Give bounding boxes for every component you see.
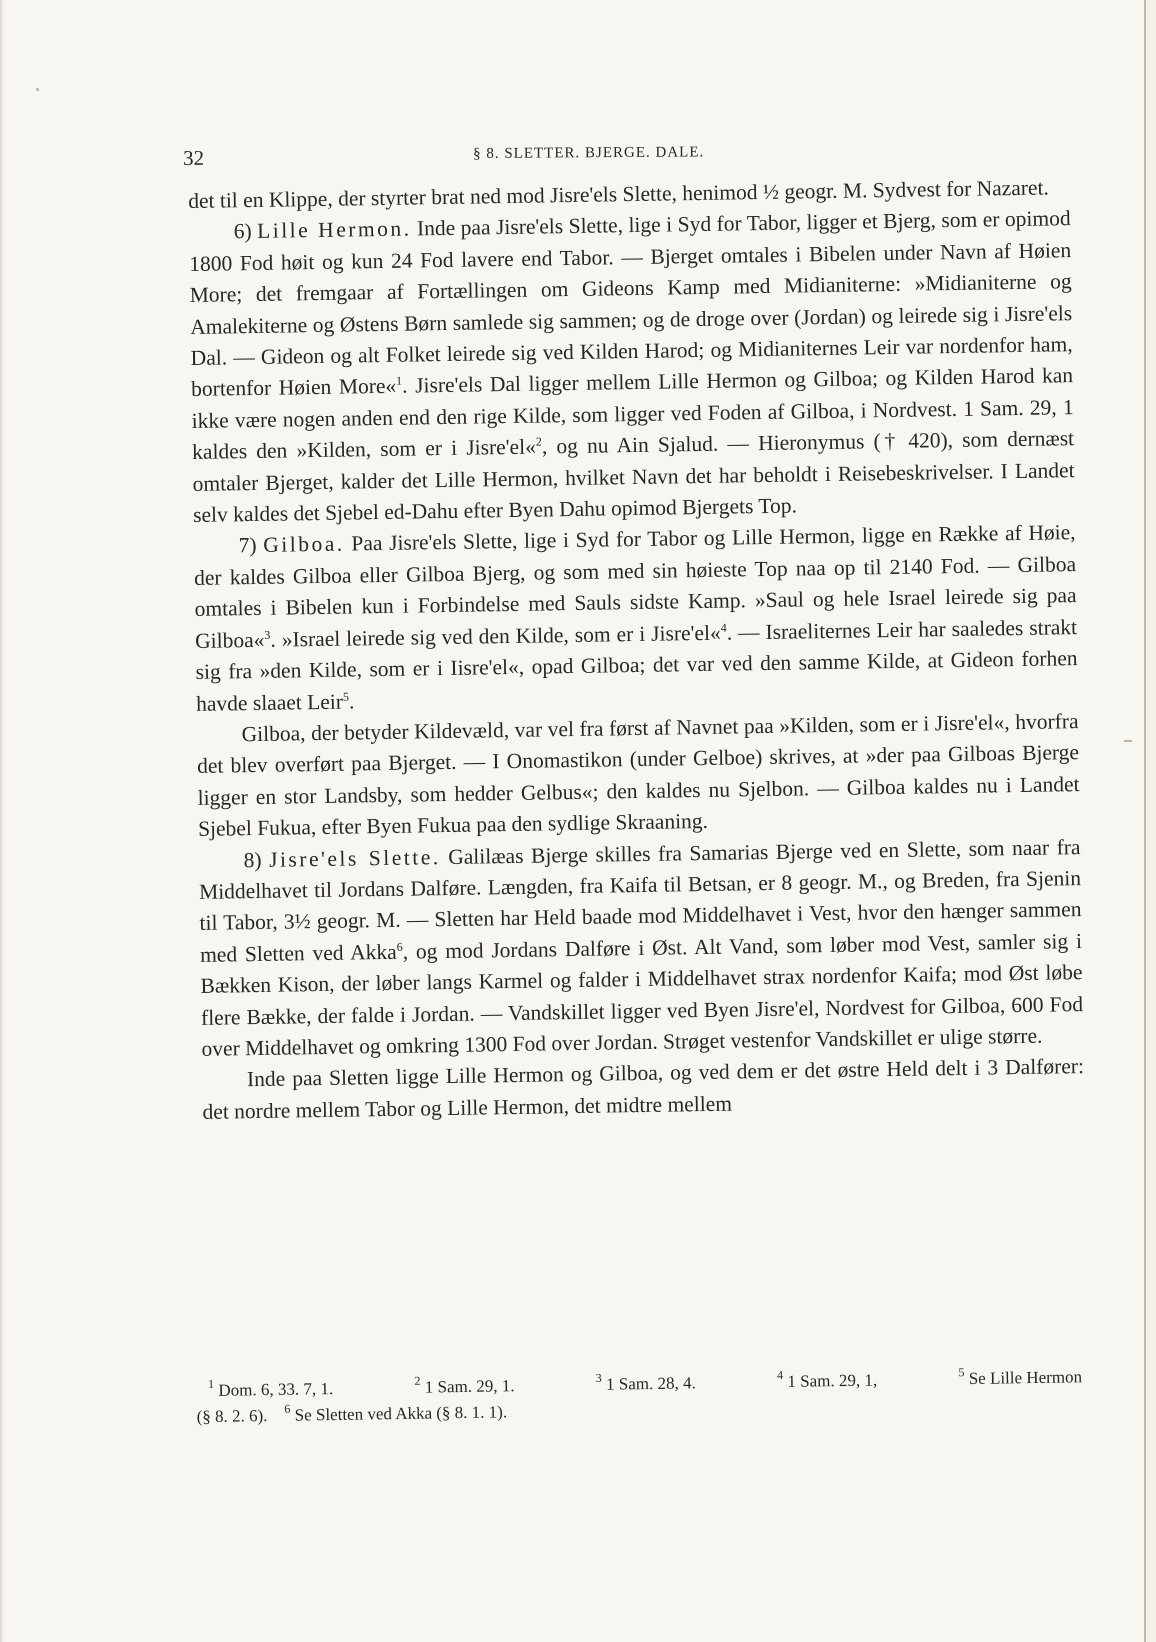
footnotes	[196, 1364, 1083, 1430]
footnote-5-cont: (§ 8. 2. 6).	[196, 1406, 268, 1427]
item-number: 6)	[233, 219, 252, 244]
item-heading: Lille Hermon.	[256, 216, 412, 244]
item-heading: Gilboa.	[263, 532, 345, 558]
footnote-ref: 3	[264, 627, 271, 642]
item-number: 8)	[243, 847, 262, 872]
paragraph-dalfoerer: Inde paa Sletten ligge Lille Hermon og Gilboa, og ved dem er det østre Held delt i 3 Dalfører: det nordre mellem Tabor og Lille Hermon, det midtre mellem	[202, 1054, 1085, 1124]
scan-edge	[0, 0, 4, 1642]
footnote-ref: 5	[342, 689, 349, 704]
paragraph-jisreels-slette: 8) Jisre'els Slette. Galilæas Bjerge skilles fra Samarias Bjerge ved en Slette, som naar fra Middelhavet til Jordans Dalføre. Længden, fra Kaifa til Betsan, er 8 geogr. M., og Breden, fra Sjenin til Tabor, 3½ geogr. M. — Sletten har Held baade mod Middelhavet i Vest, hvor den hænger sammen med Sletten ved Akka$^6$, og mod Jordans Dalføre i Øst. Alt Vand, som løber mod Vest, samler sig i Bækken Kison, der løber langs Karmel og falder i Middelhavet strax nordenfor Kaifa; mod Øst løbe flere Bække, der falde i Jordan. — Vandskillet ligger ved Byen Jisre'el, Nordvest for Gilboa, 600 Fod over Middelhavet og omkring 1300 Fod over Jordan. Strøget vestenfor Vandskillet er ulige større.	[198, 834, 1084, 1061]
footnote-ref: 1	[395, 374, 403, 389]
section-title: § 8. SLETTER. BJERGE. DALE.	[473, 144, 705, 162]
footnote-ref: 2	[535, 434, 542, 449]
item-heading: Jisre'els Slette.	[268, 844, 441, 872]
footnote-6: $^6$ Se Sletten ved Akka (§ 8. 1. 1).	[284, 1401, 508, 1425]
running-head	[183, 140, 1083, 174]
page-number: 32	[183, 145, 205, 170]
footnote-1: $^1$ Dom. 6, 33. 7, 1.	[207, 1376, 334, 1400]
footnote-4: $^4$ 1 Sam. 29, 1,	[776, 1367, 878, 1391]
margin-mark	[36, 88, 39, 91]
paragraph-gilboa: 7) Gilboa. Paa Jisre'els Slette, lige i Syd for Tabor og Lille Hermon, ligge en Række af Høie, der kaldes Gilboa eller Gilboa Bjerg, og som med sin høieste Top naa op til 2140 Fod. — Gilboa omtales i Bibelen kun i Forbindelse med Sauls sidste Kamp. »Saul og hele Israel leirede sig paa Gilboa«$^3$. »Israel leirede sig ved den Kilde, som er i Jisre'el«$^4$. — Israeliternes Leir har saaledes strakt sig fra »den Kilde, som er i Iisre'el«, opad Gilboa; det var ved den samme Kilde, at Gideon forhen havde slaaet Leir$^5$.	[193, 520, 1078, 716]
item-number: 7)	[238, 533, 257, 558]
footnote-ref: 4	[720, 620, 727, 635]
paragraph-gilboa-name: Gilboa, der betyder Kildevæld, var vel fra først af Navnet paa »Kilden, som er i Jisre'el«, hvorfra det blev overført paa Bjerget. — I Onomastikon (under Gelboe) skrives, at »der paa Gilboas Bjerge ligger en stor Landsby, som hedder Gelbus«; den kaldes nu Sjelbon. — Gilboa kaldes nu i Landet Sjebel Fukua, efter Byen Fukua paa den sydlige Skraaning.	[196, 708, 1080, 842]
paragraph-lille-hermon: 6) Lille Hermon. Inde paa Jisre'els Slette, lige i Syd for Tabor, ligger et Bjerg, som er opimod 1800 Fod høit og kun 24 Fod lavere end Tabor. — Bjerget omtales i Bibelen under Navn af Høien More; det fremgaar af Fortællingen om Gideons Kamp med Midianiterne: »Midianiterne og Amalekiterne og Østens Børn samlede sig sammen; og de droge over (Jordan) og leirede sig i Jisre'els Dal. — Gideon og alt Folket leirede sig ved Kilden Harod; og Midianiternes Leir var nordenfor ham, bortenfor Høien More«$^1$. Jisre'els Dal ligger mellem Lille Hermon og Gilboa; og Kilden Harod kan ikke være nogen anden end den rige Kilde, som ligger ved Foden af Gilboa, i Nordvest. 1 Sam. 29, 1 kaldes den »Kilden, som er i Jisre'el«$^2$, og nu Ain Sjalud. — Hieronymus († 420), som dernæst omtaler Bjerget, kalder det Lille Hermon, hvilket Navn det har beholdt i Reisebeskrivelser. I Landet selv kaldes det Sjebel ed-Dahu efter Byen Dahu opimod Bjergets Top.	[189, 206, 1075, 528]
footnote-ref: 6	[396, 939, 403, 954]
margin-mark	[1124, 740, 1132, 742]
footnote-5: $^5$ Se Lille Hermon	[958, 1365, 1083, 1389]
text-body	[188, 172, 1085, 1128]
paragraph-1: det til en Klippe, der styrter brat ned mod Jisre'els Slette, henimod ½ geogr. M. Sydvest for Nazaret.	[188, 175, 1050, 213]
footnote-2: $^2$ 1 Sam. 29, 1.	[414, 1373, 515, 1397]
footnote-3: $^3$ 1 Sam. 28, 4.	[595, 1370, 696, 1394]
